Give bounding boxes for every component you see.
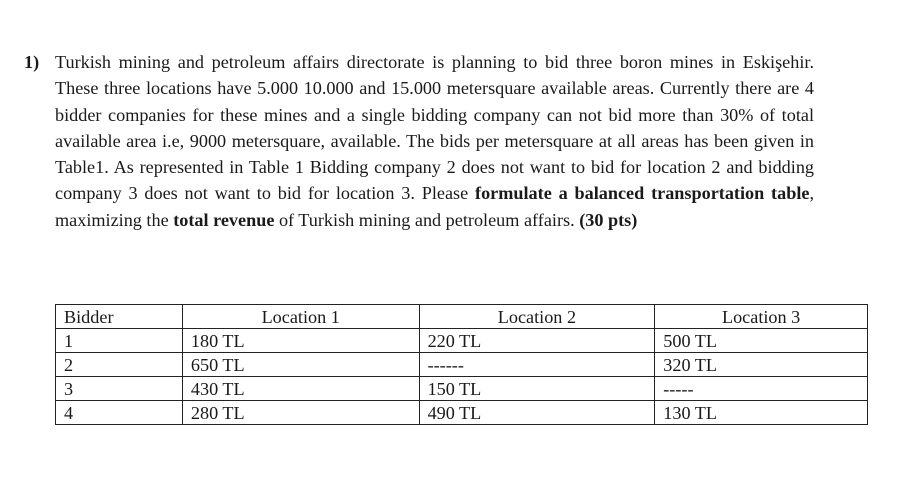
question-bold-total-revenue: total revenue	[173, 209, 275, 230]
bid-cell: 650 TL	[182, 353, 419, 377]
question-text	[55, 49, 814, 233]
table-row	[56, 401, 868, 425]
header-location-3: Location 3	[655, 305, 868, 329]
bid-cell: ------	[419, 353, 655, 377]
bid-cell: 320 TL	[655, 353, 868, 377]
bid-cell: 430 TL	[182, 377, 419, 401]
question-text-part1: Turkish mining and petroleum affairs directorate is planning to bid three boron mines in Eskişehir. These three locations have 5.000 10.000 and 15.000 metersquare available areas. Currently there are 4 bidder companies for these mines and a single bidding company can not bid more than 30% of total available area i.e, 9000 metersquare, available. The bids per metersquare at all areas has been given in Table1. As represented in Table 1 Bidding company 2 does not want to bid for location 2 and bidding company 3 does not want to bid for location 3. Please	[55, 52, 814, 204]
bidder-cell: 4	[56, 401, 183, 425]
header-location-2: Location 2	[419, 305, 655, 329]
table-row	[56, 353, 868, 377]
bidder-cell: 3	[56, 377, 183, 401]
header-bidder: Bidder	[56, 305, 183, 329]
table-row	[56, 329, 868, 353]
question-text-part2: , maximizing the	[55, 183, 814, 230]
question-block	[24, 49, 814, 233]
header-location-1: Location 1	[182, 305, 419, 329]
question-points: (30 pts)	[579, 209, 638, 230]
bid-cell: 150 TL	[419, 377, 655, 401]
question-bold-formulate: formulate a balanced transportation table	[475, 183, 810, 204]
bidder-cell: 1	[56, 329, 183, 353]
bid-cell: 280 TL	[182, 401, 419, 425]
table-row	[56, 377, 868, 401]
question-number: 1)	[24, 52, 40, 72]
bid-cell: 180 TL	[182, 329, 419, 353]
bid-cell: 500 TL	[655, 329, 868, 353]
bid-cell: -----	[655, 377, 868, 401]
bidder-cell: 2	[56, 353, 183, 377]
bid-cell: 490 TL	[419, 401, 655, 425]
table-header-row	[56, 305, 868, 329]
question-text-part3: of Turkish mining and petroleum affairs.	[274, 209, 580, 230]
bid-cell: 220 TL	[419, 329, 655, 353]
bid-cell: 130 TL	[655, 401, 868, 425]
bids-table	[55, 304, 868, 425]
